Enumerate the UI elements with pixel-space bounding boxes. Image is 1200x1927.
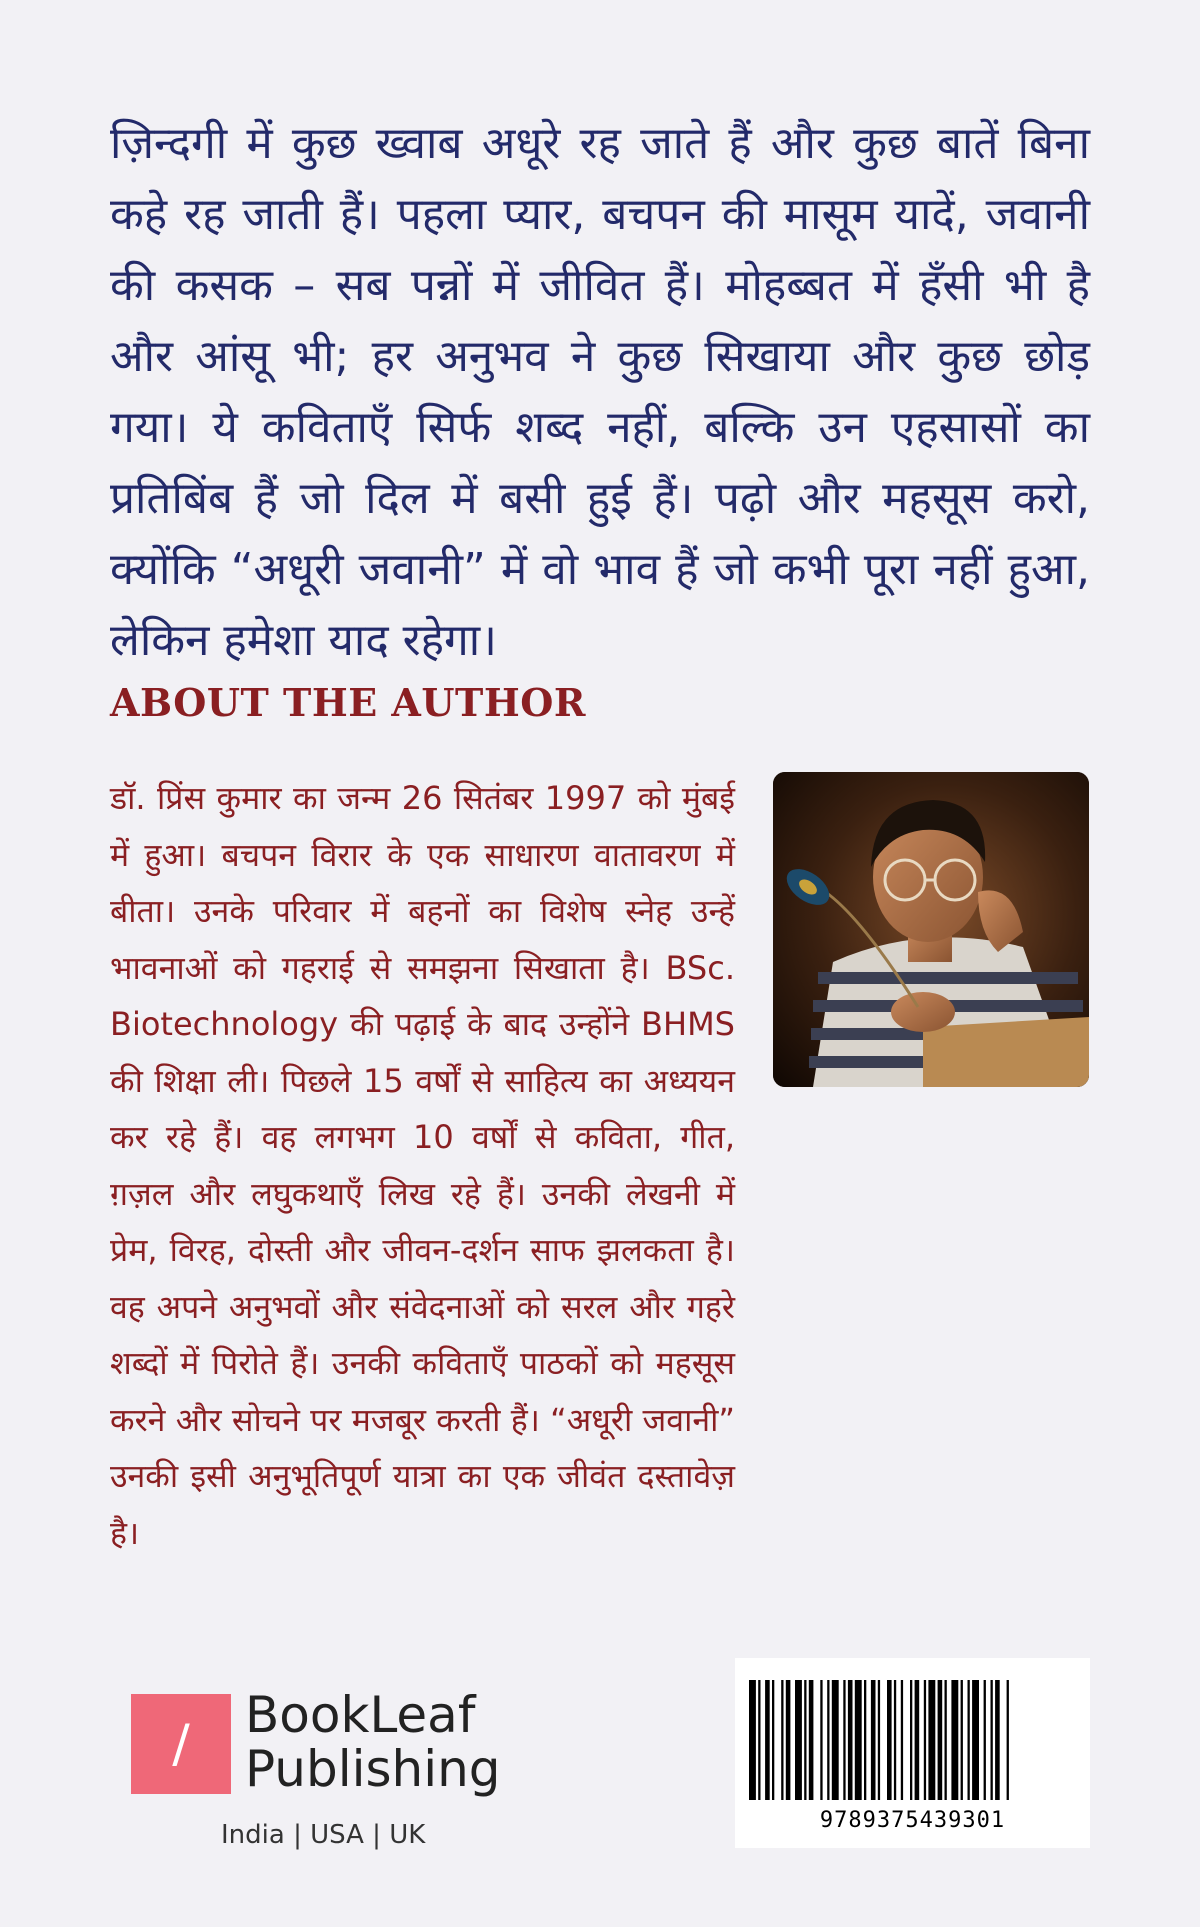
barcode-bar [758, 1680, 760, 1800]
barcode-bar [972, 1680, 979, 1800]
barcode-bar [809, 1680, 814, 1800]
barcode-bar [901, 1680, 903, 1800]
barcode-bar [910, 1680, 912, 1800]
publisher-name [245, 1688, 501, 1796]
barcode-bar [928, 1680, 935, 1800]
barcode-bar [894, 1680, 896, 1800]
isbn-number: 9789375439301 [819, 1808, 1006, 1833]
barcode-bar [855, 1680, 862, 1800]
barcode-bar [995, 1680, 1000, 1800]
barcode-bar [832, 1680, 839, 1800]
barcode-bar [887, 1680, 892, 1800]
barcode-bars [749, 1680, 1076, 1800]
barcode-bar [1007, 1680, 1009, 1800]
barcode-bar [961, 1680, 963, 1800]
barcode-bar [795, 1680, 802, 1800]
isbn-barcode [735, 1658, 1090, 1848]
barcode-bar [938, 1680, 943, 1800]
publisher-slash-icon: / [131, 1694, 231, 1794]
barcode-bar [945, 1680, 947, 1800]
barcode-bar [843, 1680, 845, 1800]
barcode-bar [820, 1680, 822, 1800]
barcode-bar [991, 1680, 993, 1800]
barcode-bar [848, 1680, 853, 1800]
barcode-bar [968, 1680, 970, 1800]
barcode-bar [915, 1680, 920, 1800]
publisher-logo [131, 1686, 531, 1850]
barcode-bar [951, 1680, 958, 1800]
about-the-author-heading: ABOUT THE AUTHOR [110, 680, 586, 725]
barcode-bar [772, 1680, 774, 1800]
barcode-bar [871, 1680, 876, 1800]
barcode-bar [781, 1680, 783, 1800]
barcode-bar [878, 1680, 880, 1800]
barcode-bar [924, 1680, 926, 1800]
barcode-bar [984, 1680, 986, 1800]
barcode-bar [765, 1680, 770, 1800]
barcode-bar [804, 1680, 806, 1800]
author-photo [773, 772, 1089, 1087]
barcode-bar [749, 1680, 756, 1800]
publisher-regions: India | USA | UK [221, 1820, 426, 1850]
barcode-bar [786, 1680, 791, 1800]
publisher-name-line2: Publishing [245, 1740, 501, 1798]
barcode-bar [864, 1680, 866, 1800]
author-photo-illustration [773, 772, 1089, 1087]
back-cover-blurb: ज़िन्दगी में कुछ ख्वाब अधूरे रह जाते हैं और कुछ बातें बिना कहे रह जाती हैं। पहला प्यार, बचपन की मासूम यादें, जवानी की कसक – सब पन्नों में जीवित हैं। मोहब्बत में हँसी भी है और आंसू भी; हर अनुभव ने कुछ सिखाया और कुछ छोड़ गया। ये कविताएँ सिर्फ शब्द नहीं, बल्कि उन एहसासों का प्रतिबिंब हैं जो दिल में बसी हुई हैं। पढ़ो और महसूस करो, क्योंकि “अधूरी जवानी” में वो भाव हैं जो कभी पूरा नहीं हुआ, लेकिन हमेशा याद रहेगा। [110, 118, 1090, 666]
barcode-bar [827, 1680, 829, 1800]
author-bio: डॉ. प्रिंस कुमार का जन्म 26 सितंबर 1997 को मुंबई में हुआ। बचपन विरार के एक साधारण वातावरण में बीता। उनके परिवार में बहनों का विशेष स्नेह उन्हें भावनाओं को गहराई से समझना सिखाता है। BSc. Biotechnology की पढ़ाई के बाद उन्होंने BHMS की शिक्षा ली। पिछले 15 वर्षों से साहित्य का अध्ययन कर रहे हैं। वह लगभग 10 वर्षों से कविता, गीत, ग़ज़ल और लघुकथाएँ लिख रहे हैं। उनकी लेखनी में प्रेम, विरह, दोस्ती और जीवन-दर्शन साफ झलकता है। वह अपने अनुभवों और संवेदनाओं को सरल और गहरे शब्दों में पिरोते हैं। उनकी कविताएँ पाठकों को महसूस करने और सोचने पर मजबूर करती हैं। “अधूरी जवानी” उनकी इसी अनुभूतिपूर्ण यात्रा का एक जीवंत दस्तावेज़ है। [110, 779, 735, 1552]
publisher-name-line1: BookLeaf [245, 1686, 476, 1744]
